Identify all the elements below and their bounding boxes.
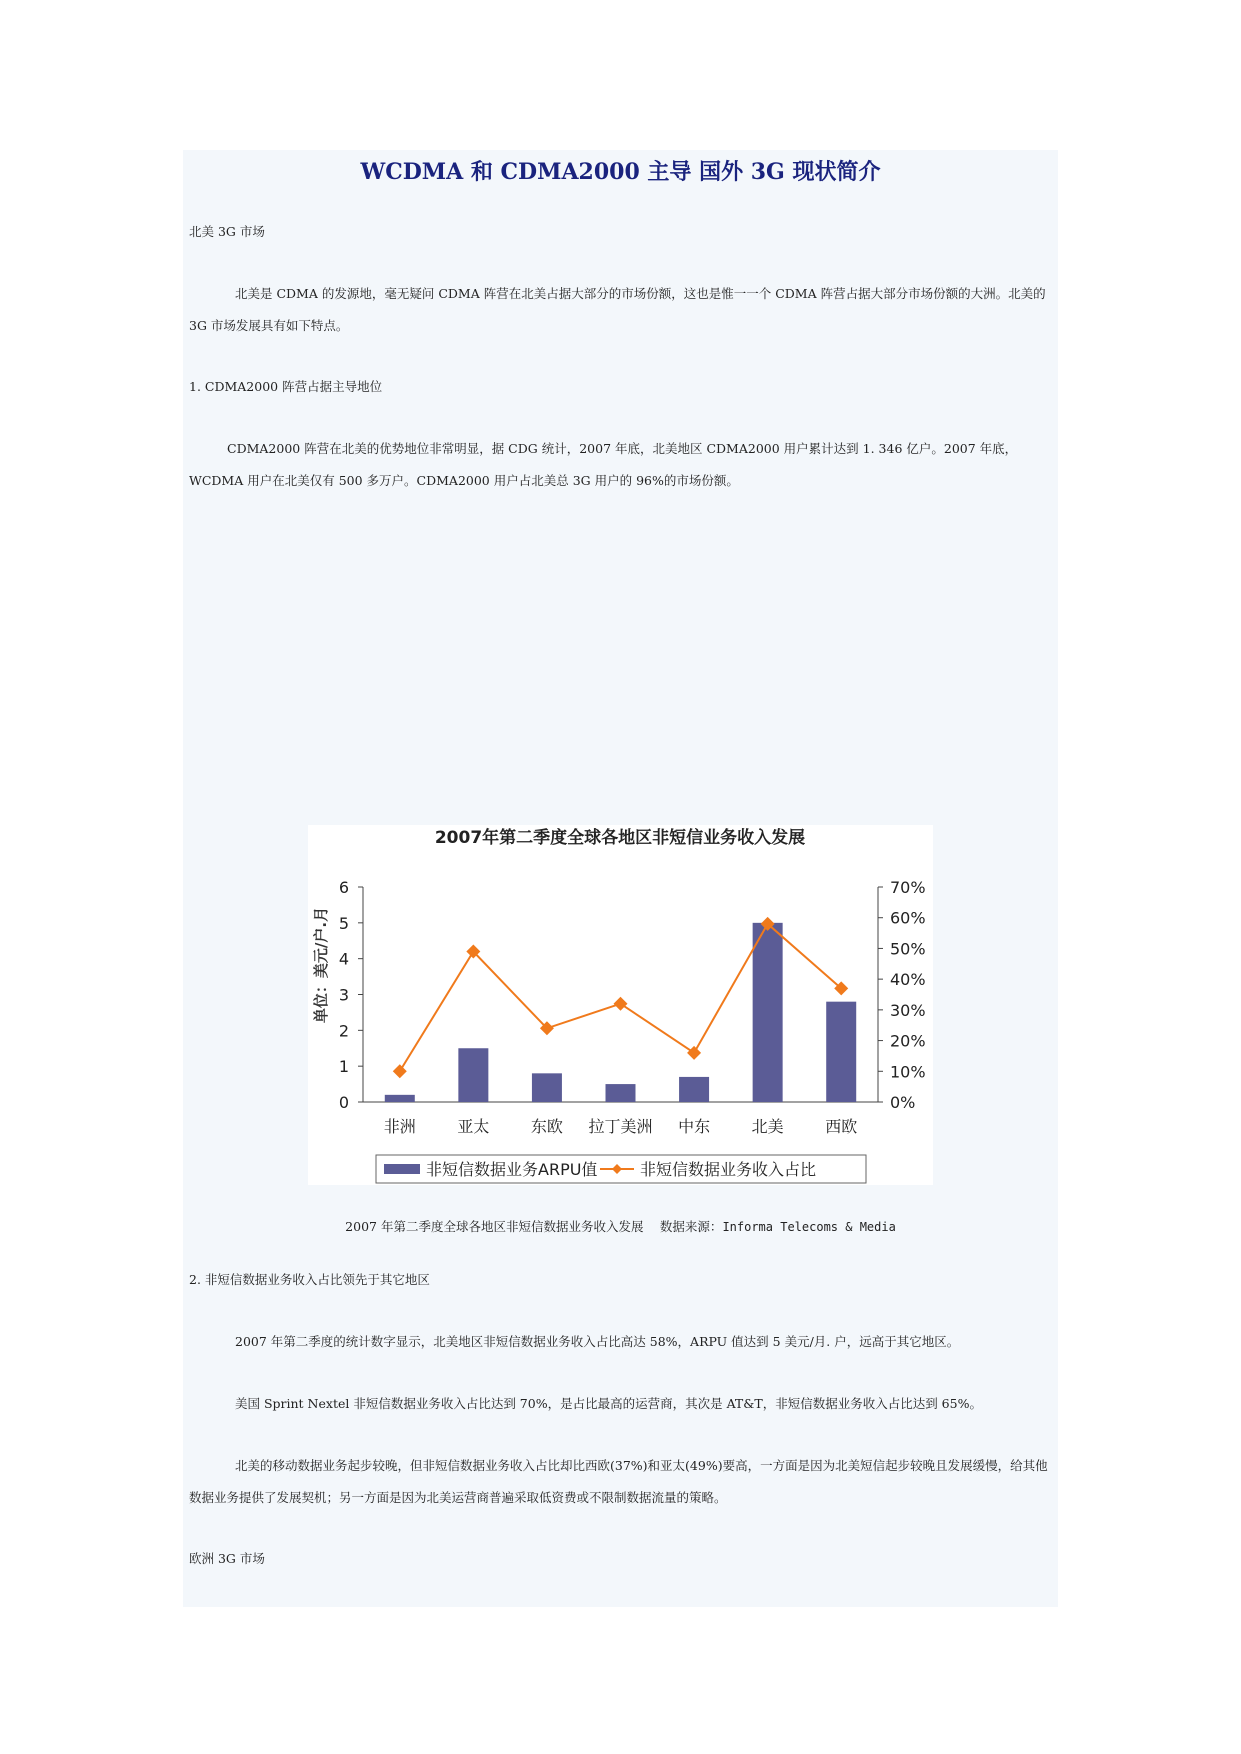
y-tick-label-right: 20% <box>890 1031 926 1051</box>
y-tick-label-right: 10% <box>890 1062 926 1082</box>
chart-caption <box>183 1217 1058 1235</box>
x-tick-label: 拉丁美洲 <box>588 1117 653 1136</box>
caption-text: 2007 年第二季度全球各地区非短信数据业务收入发展 数据来源： <box>345 1218 723 1234</box>
y-tick-label-left: 0 <box>338 1093 349 1112</box>
y-tick-label-right: 40% <box>890 970 926 990</box>
bar-东欧 <box>532 1073 562 1102</box>
y-tick-label-left: 3 <box>338 985 349 1005</box>
bar-中东 <box>679 1077 709 1102</box>
y-tick-label-right: 0% <box>890 1093 916 1112</box>
paragraph-sprint-nextel: 美国 Sprint Nextel 非短信数据业务收入占比达到 70%，是占比最高的运营商，其次是 AT&T，非短信数据业务收入占比达到 65%。 <box>235 1396 982 1411</box>
y-tick-label-left: 6 <box>338 878 349 897</box>
chart-svg <box>308 825 933 1185</box>
y-tick-label-right: 50% <box>890 939 926 959</box>
paragraph-cdma2000-dominance: CDMA2000 阵营在北美的优势地位非常明显，据 CDG 统计，2007 年底，北美地区 CDMA2000 用户累计达到 1. 346 亿户。2007 年底，WCDMA 用户在北美仅有 500 多万户。CDMA2000 用户占北美总 3G 用户的 96%的市场份额。 <box>189 441 1018 488</box>
section-heading-north-america: 北美 3G 市场 <box>189 224 265 239</box>
chart-y-axis-label: 单位：美元/户.月 <box>312 906 330 1024</box>
x-tick-label: 北美 <box>751 1117 784 1136</box>
bar-拉丁美洲 <box>606 1084 636 1102</box>
x-tick-label: 西欧 <box>825 1117 858 1136</box>
point-heading-2: 2. 非短信数据业务收入占比领先于其它地区 <box>189 1272 430 1287</box>
legend-label-arpu: 非短信数据业务ARPU值 <box>426 1160 598 1179</box>
y-tick-label-left: 4 <box>338 949 349 969</box>
point-heading-1: 1. CDMA2000 阵营占据主导地位 <box>189 379 383 394</box>
caption-source: Informa Telecoms & Media <box>722 1219 896 1234</box>
bar-亚太 <box>458 1048 488 1102</box>
paragraph-intro: 北美是 CDMA 的发源地，毫无疑问 CDMA 阵营在北美占据大部分的市场份额，这也是惟一一个 CDMA 阵营占据大部分市场份额的大洲。北美的 3G 市场发展具有如下特点。 <box>189 286 1046 333</box>
share-point-非洲 <box>393 1064 407 1078</box>
y-tick-label-right: 70% <box>890 878 926 897</box>
chart-legend <box>376 1155 866 1183</box>
revenue-chart <box>308 825 933 1185</box>
document-title: WCDMA 和 CDMA2000 主导 国外 3G 现状简介 <box>360 159 881 185</box>
section-heading-europe: 欧洲 3G 市场 <box>189 1551 265 1566</box>
paragraph-q2-stats: 2007 年第二季度的统计数字显示，北美地区非短信数据业务收入占比高达 58%，ARPU 值达到 5 美元/月. 户，远高于其它地区。 <box>235 1334 960 1349</box>
y-tick-label-left: 5 <box>338 913 349 933</box>
paragraph-late-start: 北美的移动数据业务起步较晚，但非短信数据业务收入占比却比西欧(37%)和亚太(49%)要高，一方面是因为北美短信起步较晚且发展缓慢，给其他数据业务提供了发展契机；另一方面是因为北美运营商普遍采取低资费或不限制数据流量的策略。 <box>189 1458 1048 1505</box>
y-tick-label-right: 30% <box>890 1000 926 1020</box>
y-tick-label-left: 1 <box>338 1057 349 1077</box>
share-point-拉丁美洲 <box>614 997 628 1011</box>
bar-非洲 <box>385 1095 415 1102</box>
y-tick-label-left: 2 <box>338 1021 349 1041</box>
x-tick-label: 非洲 <box>383 1117 416 1136</box>
chart-plot-area <box>339 878 926 1136</box>
x-tick-label: 中东 <box>678 1117 711 1136</box>
legend-swatch-bar <box>384 1164 420 1174</box>
y-tick-label-right: 60% <box>890 908 926 928</box>
share-point-中东 <box>687 1046 701 1060</box>
legend-label-share: 非短信数据业务收入占比 <box>640 1160 817 1179</box>
chart-title: 2007年第二季度全球各地区非短信业务收入发展 <box>434 828 806 848</box>
x-tick-label: 亚太 <box>457 1117 490 1136</box>
bar-北美 <box>753 923 783 1102</box>
x-tick-label: 东欧 <box>530 1117 563 1136</box>
bar-西欧 <box>826 1002 856 1102</box>
